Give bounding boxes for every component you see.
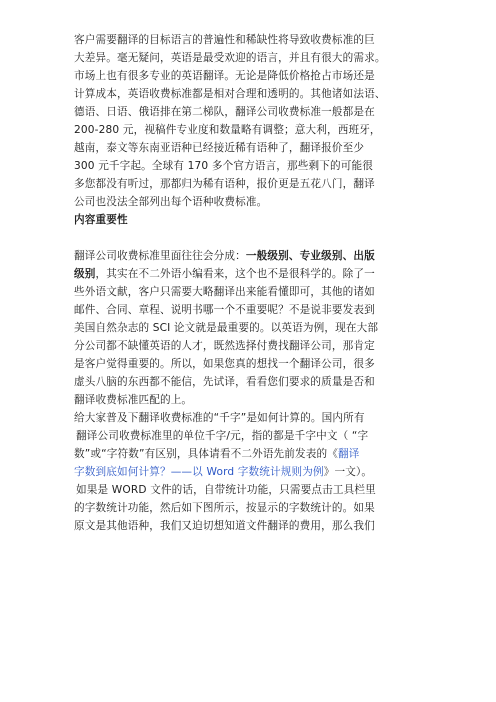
text-line: 些外语文献，客户只需要大略翻译出来能看懂即可，其他的诸如 — [74, 286, 375, 298]
text-line: 市场上也有很多专业的英语翻译。无论是降低价格抢占市场还是 — [74, 70, 375, 82]
text-line: 分公司都不缺懂英语的人才，既然选择付费找翻译公司，那肯定 — [74, 340, 375, 352]
bold-text: 级别 — [74, 268, 96, 280]
text-span: 》一文）。 — [323, 466, 373, 478]
text-line: 客户需要翻译的目标语言的普遍性和稀缺性将导致收费标准的巨 — [74, 34, 375, 46]
text-line: 原文是其他语种，我们又迫切想知道文件翻译的费用，那么我们 — [74, 520, 375, 532]
article-link[interactable]: 字数到底如何计算？——以 Word 字数统计规则为例 — [74, 466, 324, 478]
text-line: 翻译收费标准匹配的上。 — [74, 394, 193, 406]
text-line — [74, 447, 360, 461]
text-span: 翻译公司收费标准里面往往会分成： — [74, 250, 246, 262]
text-line: 美国自然杂志的 SCI 论文就是最重要的。以英语为例，现在大部 — [74, 322, 379, 334]
text-line: 公司也没法全部列出每个语种收费标准。 — [74, 196, 268, 208]
text-span: 数”或“字符数”有区别，具体请看不二外语先前发表的《 — [74, 448, 339, 460]
bold-text: 一般级别、专业级别、出版 — [245, 250, 375, 262]
text-line: 大差异。毫无疑问，英语是最受欢迎的语言，并且有很大的需求。 — [74, 52, 386, 64]
section-heading: 内容重要性 — [74, 214, 128, 226]
text-line: 邮件、合同、章程、说明书哪一个不重要呢？不是说非要发表到 — [74, 304, 375, 316]
text-line: 的字数统计功能，然后如下图所示，按显示的字数统计的。如果 — [74, 502, 375, 514]
text-line: 越南，泰文等东南亚语种已经接近稀有语种了，翻译报价至少 — [74, 142, 365, 154]
text-line: 是客户觉得重要的。所以，如果您真的想找一个翻译公司，很多 — [74, 358, 375, 370]
text-line — [74, 465, 372, 479]
text-line: 300 元千字起。全球有 170 多个官方语言，那些剩下的可能很 — [74, 160, 373, 172]
text-line — [74, 267, 375, 281]
text-span: ，其实在不二外语小编看来，这个也不是很科学的。除了一 — [95, 268, 375, 280]
text-line: 如果是 WORD 文件的话，自带统计功能，只需要点击工具栏里 — [76, 484, 376, 496]
text-line: 虚头八脑的东西都不能信，先试译，看看您们要求的质量是否和 — [74, 376, 375, 388]
text-line: 多您都没有听过，那都归为稀有语种，报价更是五花八门，翻译 — [74, 178, 375, 190]
text-line: 计算成本，英语收费标准都是相对合理和透明的。其他诸如法语、 — [74, 88, 386, 100]
text-line: 德语、日语、俄语排在第二梯队，翻译公司收费标准一般都是在 — [74, 106, 375, 118]
text-line: 给大家普及下翻译收费标准的“千字”是如何计算的。国内所有 — [74, 412, 365, 424]
article-link[interactable]: 翻译 — [338, 448, 360, 460]
text-line — [74, 249, 375, 263]
text-line: 翻译公司收费标准里的单位千字/元，指的都是千字中文（ “字 — [76, 430, 369, 442]
text-line: 200-280 元，视稿件专业度和数量略有调整；意大利，西班牙， — [74, 124, 381, 136]
